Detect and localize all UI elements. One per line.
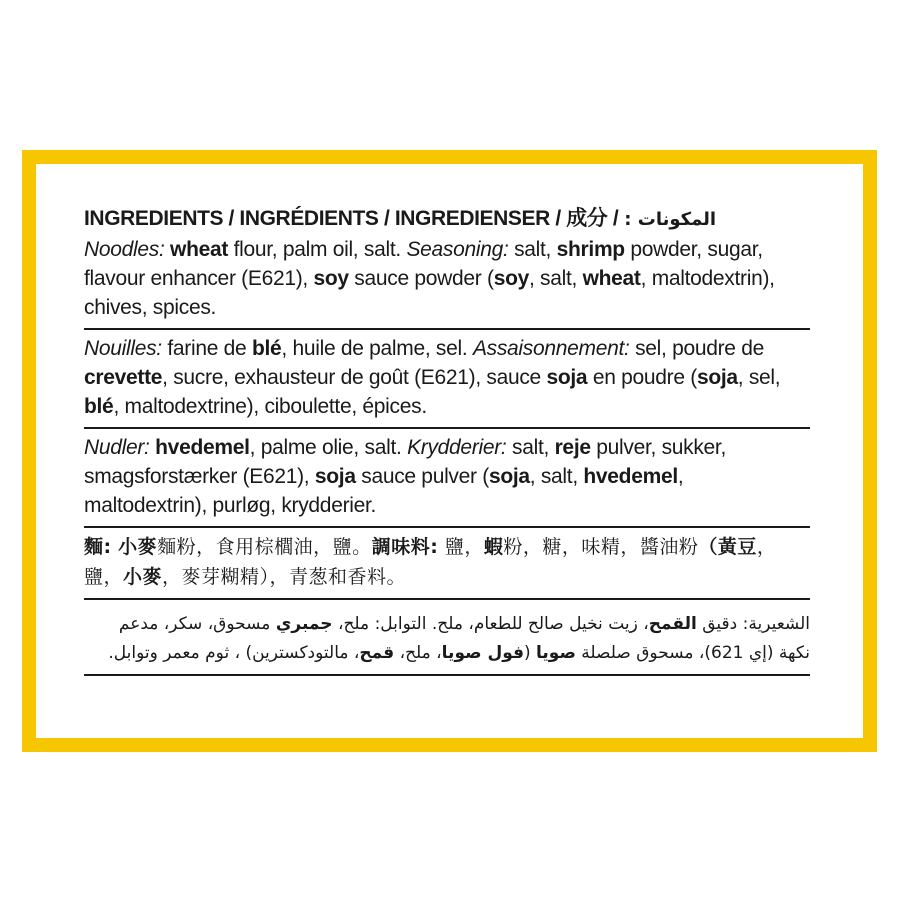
text-zh-5: ，麥芽糊精），青葱和香料。 — [162, 566, 407, 588]
text-fr-4: , sucre, exhausteur de goût (E621), sauce — [162, 366, 547, 389]
text-zh-1: 麵粉，食用棕櫚油，鹽。 — [157, 536, 372, 558]
text-en-3: powder, sugar, flavour enhancer (E621), — [84, 238, 763, 290]
text-fr-6: , sel, — [737, 366, 781, 389]
text-da-3: pulver, sukker, smagsforstærker (E621), — [84, 436, 727, 488]
allergen-ble-fr: blé — [251, 337, 282, 360]
allergen-soja-da: soja — [314, 465, 356, 488]
allergen-soy-zh: （黃豆 — [698, 536, 757, 558]
ingredients-heading — [84, 204, 810, 235]
text-fr-7: , maltodextrine), ciboulette, épices. — [113, 395, 427, 418]
noodles-label-da: Nudler: — [84, 436, 150, 459]
allergen-soja-fr-2: soja — [696, 366, 738, 389]
text-fr-1: farine de — [161, 337, 252, 360]
text-fr-2: , huile de palme, sel. — [281, 337, 473, 360]
ingredients-danish — [84, 429, 810, 526]
text-ar-3: مسحوق، سكر، مدعم نكهة (إي 621)، مسحوق صلصلة — [118, 614, 810, 663]
ingredients-chinese — [84, 528, 810, 598]
allergen-soy-en-2: soy — [493, 267, 529, 290]
text-da-1: , palme olie, salt. — [249, 436, 408, 459]
allergen-soja-da-2: soja — [488, 465, 530, 488]
seasoning-label-da: Krydderier: — [407, 436, 507, 459]
text-da-6: , maltodextrin), purløg, krydderier. — [84, 465, 684, 517]
allergen-ble-fr-2: blé — [84, 395, 114, 418]
label-content — [84, 204, 810, 676]
noodles-label-zh: 麵: — [84, 536, 112, 558]
text-ar-4: ( — [523, 643, 537, 663]
ingredients-french — [84, 330, 810, 427]
divider — [84, 674, 810, 676]
allergen-crevette-fr: crevette — [84, 366, 163, 389]
allergen-soja-fr: soja — [546, 366, 588, 389]
allergen-hvedemel-da: hvedemel — [155, 436, 250, 459]
ingredients-english — [84, 235, 810, 328]
allergen-wheat-zh-2: 小麥 — [123, 566, 163, 588]
allergen-wheat-ar-2: قمح — [359, 643, 395, 663]
text-zh-4: ，鹽， — [84, 536, 777, 588]
text-zh-2: 鹽， — [438, 536, 484, 558]
seasoning-label-zh: 調味料: — [371, 536, 439, 558]
allergen-soy-ar: صويا — [536, 643, 576, 663]
text-zh-3: 粉，糖，味精，醬油粉 — [503, 536, 699, 558]
text-en-5: , salt, — [528, 267, 583, 290]
allergen-wheat-ar: القمح — [648, 614, 697, 634]
text-fr-5: en poudre ( — [587, 366, 697, 389]
allergen-hvedemel-da-2: hvedemel — [583, 465, 678, 488]
text-en-6: , maltodextrin), chives, spices. — [84, 267, 775, 319]
seasoning-label-en: Seasoning: — [406, 238, 509, 261]
text-en-4: sauce powder ( — [348, 267, 494, 290]
allergen-reje-da: reje — [554, 436, 591, 459]
allergen-wheat-en: wheat — [170, 238, 229, 261]
text-da-2: salt, — [506, 436, 555, 459]
ingredients-label — [22, 150, 877, 752]
text-en-2: salt, — [508, 238, 557, 261]
text-ar-5: ، ملح، — [394, 643, 442, 663]
text-en-1: flour, palm oil, salt. — [228, 238, 407, 261]
allergen-shrimp-zh: 蝦 — [483, 536, 504, 558]
text-da-5: , salt, — [529, 465, 584, 488]
text-da-4: sauce pulver ( — [355, 465, 489, 488]
noodles-label-fr: Nouilles: — [84, 337, 162, 360]
text-ar-2: ، زيت نخيل صالح للطعام، ملح. التوابل: ملح، — [332, 614, 649, 634]
noodles-label-en: Noodles: — [84, 238, 165, 261]
text-fr-3: sel, poudre de — [629, 337, 764, 360]
allergen-wheat-en-2: wheat — [582, 267, 641, 290]
allergen-shrimp-ar: جمبري — [275, 614, 333, 634]
heading-arabic: المكونات : — [624, 209, 717, 230]
ingredients-arabic — [84, 600, 810, 674]
heading-latin: INGREDIENTS / INGRÉDIENTS / INGREDIENSER / 成分 / — [84, 207, 619, 230]
seasoning-label-fr: Assaisonnement: — [472, 337, 630, 360]
text-ar-6: ، مالتودكسترين) ، ثوم معمر وتوابل. — [108, 643, 360, 663]
text-ar-1: الشعيرية: دقيق — [696, 614, 810, 634]
allergen-soy-en: soy — [313, 267, 349, 290]
allergen-wheat-zh: 小麥 — [118, 536, 158, 558]
allergen-soy-ar-2: فول صويا — [441, 643, 524, 663]
allergen-shrimp-en: shrimp — [556, 238, 625, 261]
